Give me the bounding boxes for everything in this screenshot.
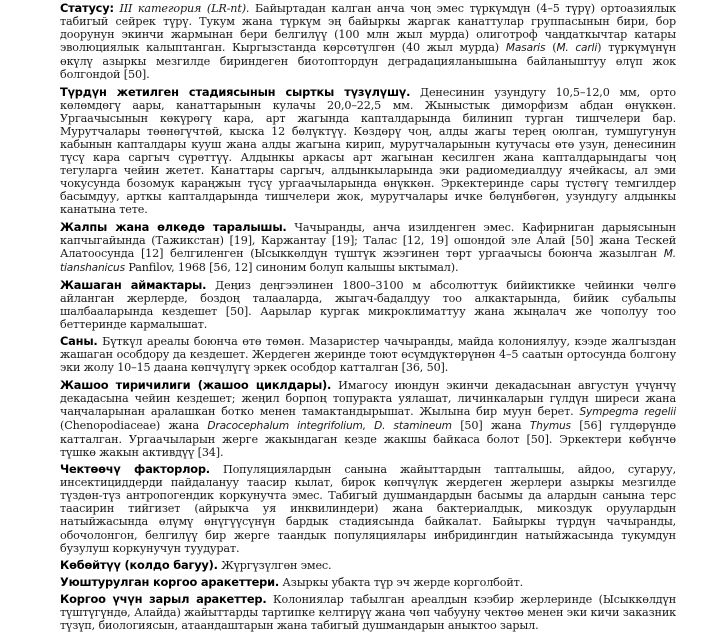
body-text: ( [545, 41, 557, 55]
section-heading: Чектөөчү факторлор. [60, 462, 210, 477]
taxon-name: Thymus [529, 419, 571, 432]
body-text: Panfilov, 1968 [56, 12] синоним болуп калышы ыктымал). [124, 260, 459, 274]
status-category: III категория (LR-nt). [119, 2, 250, 15]
taxon-name: Sympegma regelii [579, 405, 676, 418]
body-text: Бүткүл ареалы боюнча өтө төмөн. Мазаристер чачыранды, майда колониялуу, кээде жалгыздан жашаган особдору да кездешет. Жердеген жеринде тоют өсүмдүктөрүнөн 4–5 саатын ортосунда болгону эки жолу 10–15 даана көпчүлүгү эркек особдор катталган [36, 50]. [60, 335, 676, 375]
section-body [60, 2, 676, 81]
section-heading: Жалпы жана өлкөдө таралышы. [60, 219, 287, 234]
taxon-name: M. carli [556, 42, 598, 55]
taxon-name: Dracocephalum integrifolium, D. stamineum [207, 419, 452, 432]
taxon-name: Masaris [505, 42, 546, 55]
body-text: Байыртадан калган анча чоң эмес түркүмдүн (4–5 түрү) ортоазиялык табигый сейрек түрү. Тукум жана түркүм эң байыркы жаргак канаттулар группасынын бири, бор доорунун экинчи жармынан бери белгилүү (100 млн жыл мурда) олиготроф чаңдаткычтар катары эволюциялык калыптанган. Кыргызстанда көрсөтүлгөн (40 жыл мурда) [60, 2, 677, 55]
section-distribution [60, 221, 676, 275]
section-limiting-factors [60, 463, 676, 555]
section-morphology [60, 86, 676, 217]
section-proposed-measures [60, 593, 676, 632]
section-heading: Статусу: [60, 1, 114, 15]
section-heading: Түрдүн жетилген стадиясынын сырткы түзүлүшү. [60, 84, 411, 99]
body-text: Деңиз деңгээлинен 1800–3100 м абсолюттук бийиктикке чейинки чөлгө айланган жерлерде, боздоң талааларда, жыгач-бадалдуу тоо алкактарында, бийик субальпы шалбааларында кездешет [50]. Аарылар кургак микроклиматтуу жана жыңалач же чополуу тоо беттеринде кармалышат. [60, 278, 676, 332]
section-life-cycle [60, 379, 676, 460]
body-text: Чачыранды, анча изилденген эмес. Кафирниган дарыясынын капчыгайында (Тажикстан) [19], Каржантау [19]; Талас [12, 19] ошондой эле Алай [50] жана Тескей Алатоосунда [12] белгиленген (Ысыккөлдүн түштүк жээгинен төрт ургаачысы боюнча жазылган [60, 220, 676, 260]
section-body [279, 576, 523, 589]
section-body [60, 86, 676, 217]
taxon-name: M. tianshanicus [60, 247, 676, 274]
body-text: ) түркүмүнүн өкүлү азыркы мезгилде бириндеген биотоптордун деградацияланышына байланыштуу өлүп жок болгондой [50]. [60, 41, 676, 82]
body-text: Жүргүзүлгөн эмес. [217, 558, 332, 572]
section-heading: Саны. [60, 334, 98, 349]
section-body [218, 559, 332, 572]
body-text: (Chenopodiaceae) жана [60, 418, 208, 432]
body-text: [56] гүлдөрүндө катталган. Ургаачыларын жерге жакындаган кезде жакшы байкаса болот [50]. Эркектери көбүнчө түшкө жакын активдүү [34]. [60, 418, 676, 459]
section-heading: Көбөйтүү (колдо багуу). [60, 557, 218, 572]
body-text: Имагосу июндун экинчи декадасынан августун үчүнчү декадасына чейин кездешет; жеңил борпоң топуракта уялашат, личинкаларын гүлдүн ширеси жана чаңчаларынан аралашкан ботко менен тамактандырышат. Жылына бир муун берет. [60, 378, 676, 418]
section-protection-measures [60, 576, 676, 589]
body-text: Популяциялардын санына жайыттардын тапталышы, айдоо, сугаруу, инсектициддерди пайдалануу таасир кылат, бирок көпчүлүк жердеген жерлери азыркы мезгилде түздөн-түз антропогендик коркунучта эмес. Табигый душмандардын басымы да алардын санына терс таасирин тийгизет (айрыкча уя инквилиндери) жана бактериалдык, микоздук оруулардын натыйжасында өлүмү өнүгүүсүнүн бардык стадиясында байкалат. Байыркы түрдүн чачыранды, обочолонгон, белгилүү бир жерге таандык популяциялары инбридингдин натыйжасында тукумдун бузулуш коркунучун туудурат. [60, 463, 676, 555]
section-abundance [60, 335, 676, 374]
body-text: Денесинин узундугу 10,5–12,0 мм, орто көлөмдөгү аары, канаттарынын кулачы 20,0–22,5 мм. Жыныстык диморфизм абдан өнүккөн. Ургаачысынын көкүрөгү кара, арт жагында капталдарында билинип турган тишчелери бар. Мурутчалары төөнөгүчтөй, кыска 12 бөлүктүү. Көздөрү чоң, алды жагы терең оюлган, тумшугунун кабынын капталдары кууш жана алды жагына кирип, мурутчаларынын кутучасы өтө узун, денесинин түсү кара саргыч сүрөттүү. Алдынкы аркасы арт жагынан кесилген жана капталдарындагы чоң тегуларга чейин жетет. Канаттары саргыч, алдынкыларында эки радиомедиалдуу ячейкасы, ал эми чокусунда бозомук караңжын түсү ургаачыларында өнүккөн. Эркектеринде сары түстөгү темгилдер басымдуу, арткы капталдарында тишчелери жок, мурутчалары ичке бөлүнбөгөн, узундугу алдынкы канатына тете. [60, 85, 676, 217]
section-habitat [60, 279, 676, 331]
section-body [60, 335, 676, 374]
body-text: Колониялар табылган ареалдын кээбир жерлеринде (Ысыккөлдүн түштүгүндө, Алайда) жайыттарды тартипке келтирүү жана чөп чабууну чектөө менен эки кичи заказник түзүп, биологиясын, атаандаштарын жана табигый душмандарын аныктоо зарыл. [60, 592, 676, 633]
document-page [60, 2, 676, 636]
section-heading: Жашаган аймактары. [60, 277, 207, 292]
section-heading: Уюштурулган коргоо аракеттери. [60, 574, 280, 589]
section-status [60, 2, 676, 82]
section-heading: Коргоо үчүн зарыл аракеттер. [60, 591, 267, 606]
section-body [60, 463, 676, 555]
body-text: Азыркы убакта түр эч жерде корголбойт. [279, 575, 524, 589]
section-breeding [60, 559, 676, 572]
body-text: [50] жана [451, 418, 530, 432]
section-heading: Жашоо тиричилиги (жашоо циклдары). [60, 377, 332, 392]
